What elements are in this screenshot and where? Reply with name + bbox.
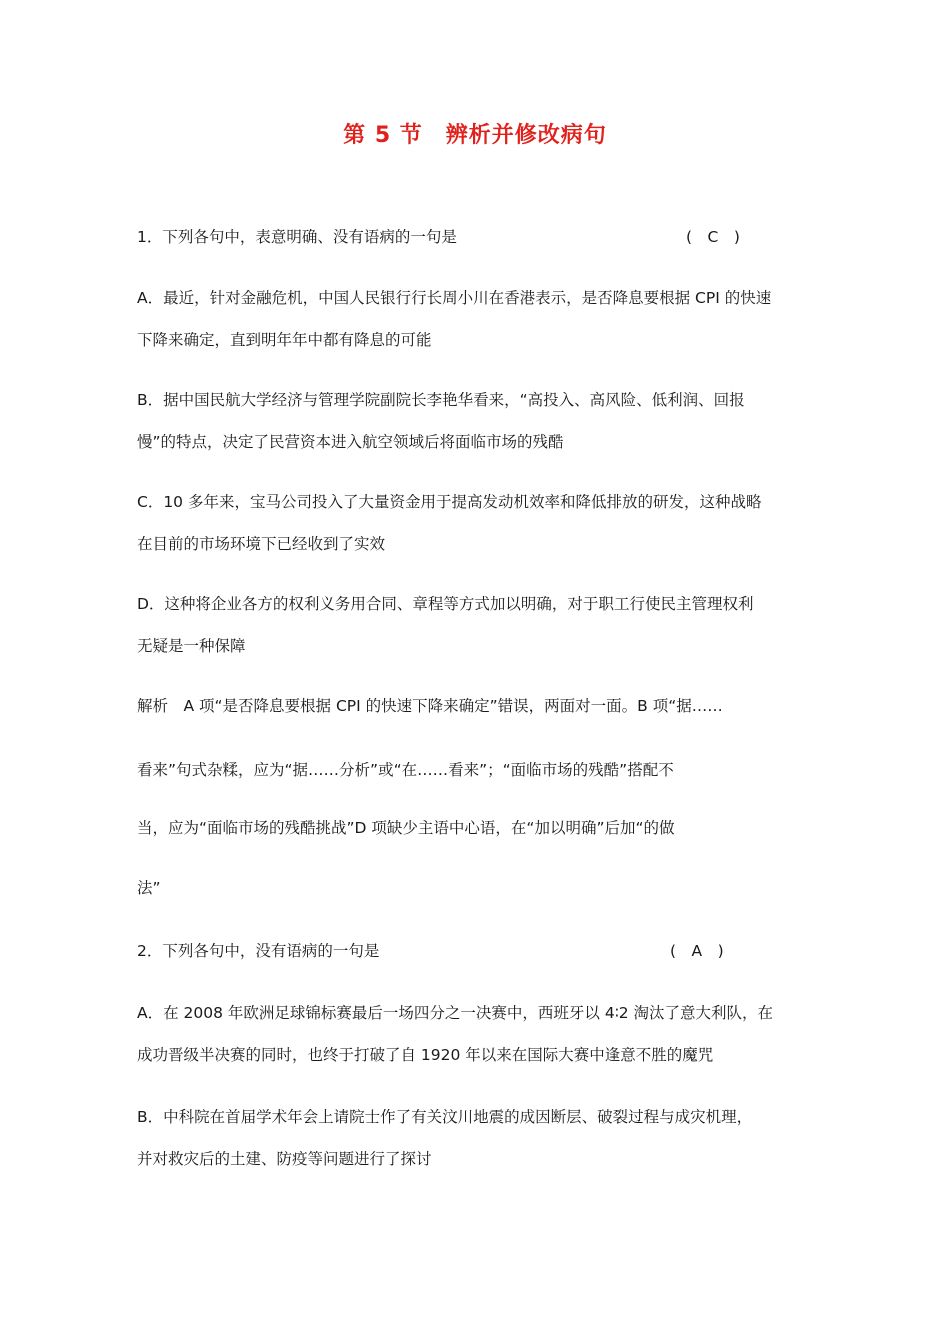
question-1-option-b-line-2: 慢”的特点，决定了民营资本进入航空领域后将面临市场的残酷 xyxy=(137,433,564,451)
question-1-option-a-line-2: 下降来确定，直到明年年中都有降息的可能 xyxy=(137,331,432,349)
explanation-line-1: 解析 A 项“是否降息要根据 CPI 的快速下降来确定”错误，两面对一面。B 项“据…… xyxy=(137,697,723,715)
question-2-stem: 2．下列各句中，没有语病的一句是 xyxy=(137,942,380,960)
question-1-option-b-line-1: B．据中国民航大学经济与管理学院副院长李艳华看来，“高投入、高风险、低利润、回报 xyxy=(137,391,745,409)
question-2-option-b-line-1: B．中科院在首届学术年会上请院士作了有关汶川地震的成因断层、破裂过程与成灾机理， xyxy=(137,1108,753,1126)
question-2-option-b-line-2: 并对救灾后的土建、防疫等问题进行了探讨 xyxy=(137,1150,432,1168)
question-1-option-c-line-1: C．10 多年来，宝马公司投入了大量资金用于提高发动机效率和降低排放的研发，这种战略 xyxy=(137,493,762,511)
question-1-answer: ( C ) xyxy=(686,228,740,246)
explanation-line-4: 法” xyxy=(137,879,161,897)
question-2-option-a-line-2: 成功晋级半决赛的同时，也终于打破了自 1920 年以来在国际大赛中逢意不胜的魔咒 xyxy=(137,1046,714,1064)
explanation-line-3: 当，应为“面临市场的残酷挑战”D 项缺少主语中心语，在“加以明确”后加“的做 xyxy=(137,819,675,837)
question-1-option-d-line-1: D．这种将企业各方的权利义务用合同、章程等方式加以明确，对于职工行使民主管理权利 xyxy=(137,595,754,613)
question-2-option-a-line-1: A．在 2008 年欧洲足球锦标赛最后一场四分之一决赛中，西班牙以 4∶2 淘汰了意大利队，在 xyxy=(137,1004,774,1022)
page-title: 第 5 节 辨析并修改病句 xyxy=(343,123,607,148)
question-1-stem: 1．下列各句中，表意明确、没有语病的一句是 xyxy=(137,228,457,246)
question-1-option-a-line-1: A．最近，针对金融危机，中国人民银行行长周小川在香港表示，是否降息要根据 CPI 的快速 xyxy=(137,289,772,307)
question-1-option-d-line-2: 无疑是一种保障 xyxy=(137,637,246,655)
explanation-line-2: 看来”句式杂糅，应为“据……分析”或“在……看来”；“面临市场的残酷”搭配不 xyxy=(137,761,674,779)
question-1-option-c-line-2: 在目前的市场环境下已经收到了实效 xyxy=(137,535,386,553)
question-2-answer: ( A ) xyxy=(670,942,724,960)
